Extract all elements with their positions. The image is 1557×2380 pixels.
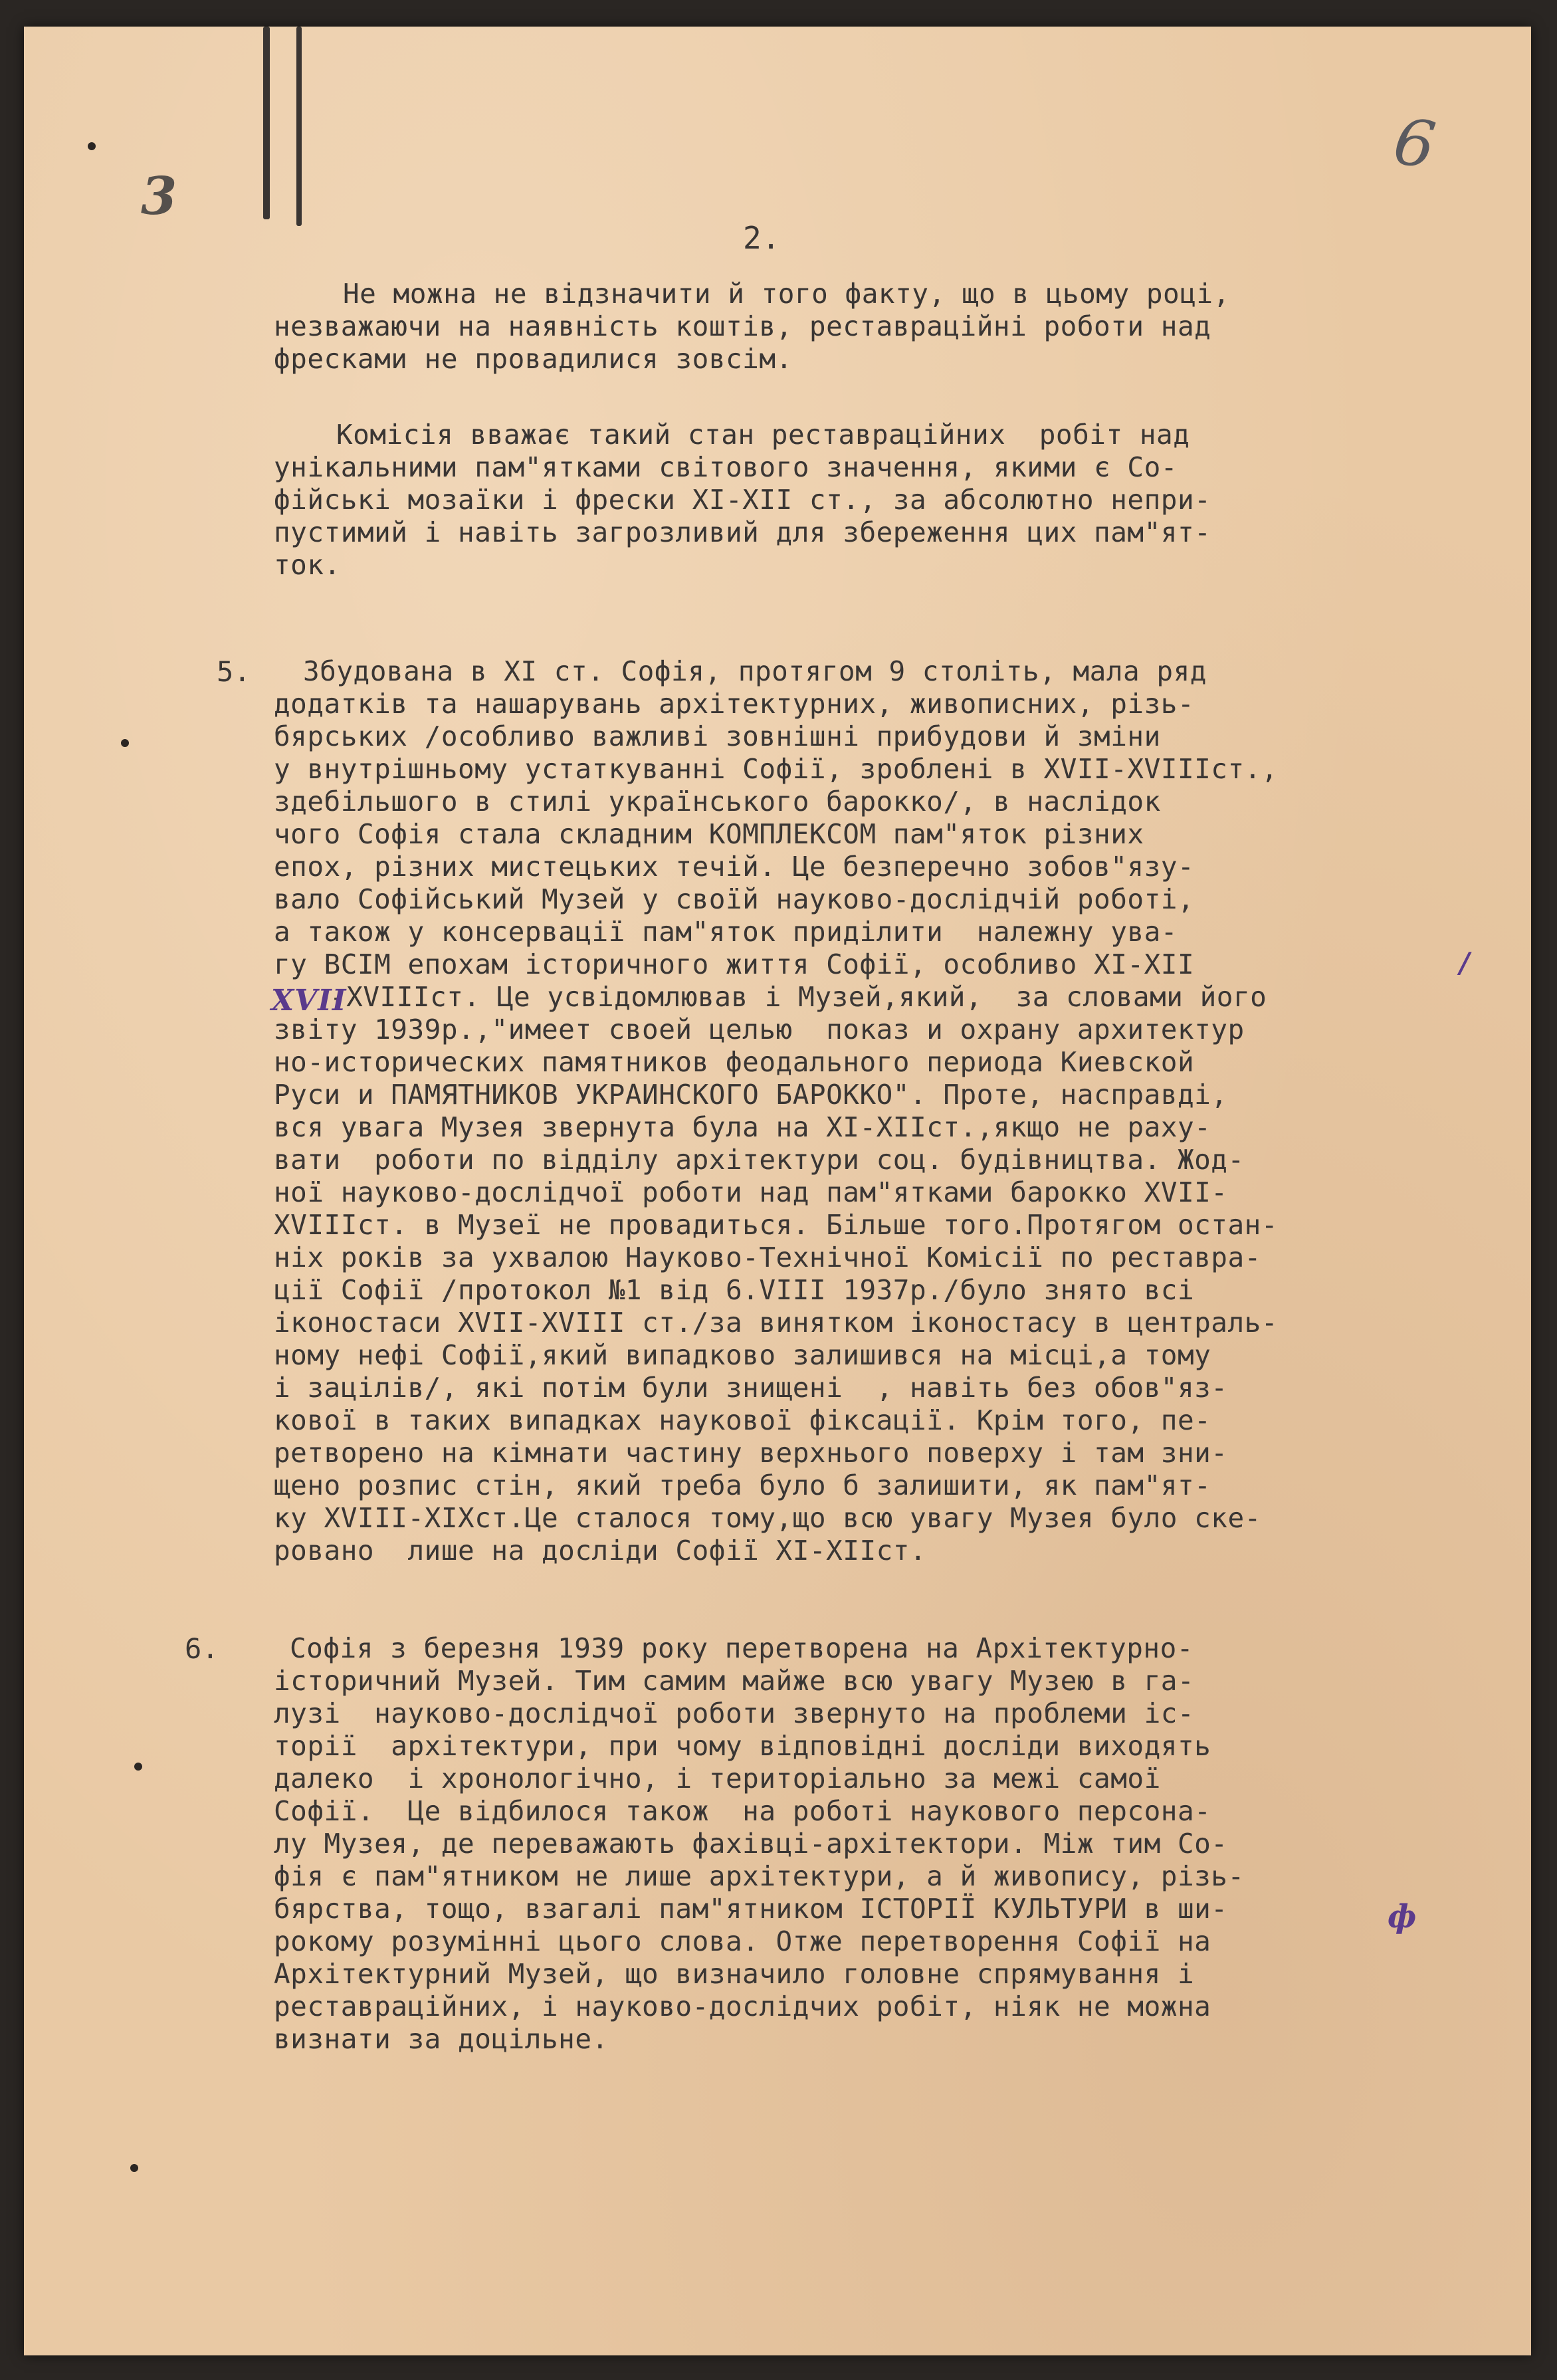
text-line: історичний Музей. Тим самим майже всю увагу Музею в га- <box>274 1665 1195 1697</box>
crossed-number-stroke <box>296 27 302 226</box>
text-line: і зацілів/, які потім були знищені , навіть без обов"яз- <box>274 1372 1228 1404</box>
text-line: гу ВСІМ епохам історичного життя Софії, особливо XI-XII <box>274 948 1195 980</box>
text-line: Софія з березня 1939 року перетворена на Архітектурно- <box>290 1632 1194 1664</box>
crossed-number-stroke <box>263 27 270 219</box>
text-line: XVIIIст. в Музеї не провадиться. Більше того.Протягом остан- <box>274 1209 1279 1241</box>
text-line: пустимий і навіть загрозливий для збереження цих пам"ят- <box>274 516 1211 548</box>
handwritten-slash-mark: / <box>1459 946 1470 979</box>
text-line: унікальними пам"ятками світового значення, якими є Со- <box>274 451 1178 483</box>
item-number-5: 5. <box>217 655 251 688</box>
text-line: кової в таких випадках наукової фіксації. Крім того, пе- <box>274 1404 1211 1436</box>
text-line: ретворено на кімнати частину верхнього поверху і там зни- <box>274 1437 1228 1469</box>
text-line: ток. <box>274 549 341 581</box>
archival-page <box>24 27 1531 2355</box>
text-line: здебільшого в стилі українського барокко/, в наслідок <box>274 786 1161 817</box>
text-line: но-исторических памятников феодального периода Киевской <box>274 1046 1195 1078</box>
text-line: торії архітектури, при чому відповідні досліди виходять <box>274 1730 1211 1762</box>
text-line: незважаючи на наявність коштів, реставраційні роботи над <box>274 310 1211 342</box>
punch-hole <box>130 2164 138 2172</box>
text-line: Комісія вважає такий стан реставраційних робіт над <box>336 419 1190 451</box>
text-line: а також у консервації пам"яток приділити належну ува- <box>274 916 1178 948</box>
text-line: лу Музея, де переважають фахівці-архітектори. Між тим Со- <box>274 1828 1228 1860</box>
text-line: ції Софії /протокол №1 від 6.VIII 1937р./було знято всі <box>274 1274 1195 1306</box>
handwritten-folio-number: 6 <box>1389 104 1440 183</box>
text-line: додатків та нашарувань архітектурних, живописних, різь- <box>274 688 1195 720</box>
text-line: ровано лише на досліди Софії XI-XIIст. <box>274 1535 927 1567</box>
text-line: вати роботи по відділу архітектури соц. будівництва. Жод- <box>274 1144 1245 1176</box>
text-line: фресками не провадилися зовсім. <box>274 343 793 375</box>
item-number-6: 6. <box>185 1632 219 1665</box>
text-line: реставраційних, і науково-дослідчих робіт, ніяк не можна <box>274 1991 1211 2022</box>
text-line: ному нефі Софії,який випадково залишився на місці,а тому <box>274 1339 1211 1371</box>
punch-hole <box>121 739 129 747</box>
text-line: бярських /особливо важливі зовнішні прибудови й зміни <box>274 720 1161 752</box>
text-line: чого Софія стала складним КОМПЛЕКСОМ пам"яток різних <box>274 818 1144 850</box>
text-line: далеко і хронологічно, і територіально за межі самої <box>274 1763 1161 1794</box>
text-line: щено розпис стін, який треба було б залишити, як пам"ят- <box>274 1469 1211 1501</box>
page-number: 2. <box>743 220 781 256</box>
text-line: звіту 1939р.,"имеет своей целью показ и охрану архитектур <box>274 1014 1245 1045</box>
text-line: Софії. Це відбилося також на роботі наукового персона- <box>274 1795 1211 1827</box>
text-line: визнати за доцільне. <box>274 2023 609 2055</box>
text-line: фія є пам"ятником не лише архітектури, а й живопису, різь- <box>274 1860 1245 1892</box>
text-line: рокому розумінні цього слова. Отже перетворення Софії на <box>274 1925 1211 1957</box>
punch-hole <box>134 1763 142 1771</box>
text-line: ної науково-дослідчої роботи над пам"ятками барокко XVII- <box>274 1176 1228 1208</box>
text-line: Архітектурний Музей, що визначило головне спрямування і <box>274 1958 1195 1990</box>
text-line: лузі науково-дослідчої роботи звернуто на проблеми іс- <box>274 1697 1195 1729</box>
text-line: вало Софійський Музей у своїй науково-дослідчій роботі, <box>274 883 1195 915</box>
text-line: ніх років за ухвалою Науково-Технічної Комісії по реставра- <box>274 1242 1261 1273</box>
text-line: Збудована в XI ст. Софія, протягом 9 століть, мала ряд <box>303 655 1207 687</box>
text-line: вся увага Музея звернута була на XI-XIIст.,якщо не раху- <box>274 1111 1211 1143</box>
crossed-old-number: 3 <box>141 166 177 227</box>
punch-hole <box>88 142 96 150</box>
handwritten-roman-numeral: XVII <box>271 984 347 1018</box>
handwritten-correction-mark: ф <box>1388 1898 1417 1935</box>
text-line: бярства, тощо, взагалі пам"ятником ІСТОРІЇ КУЛЬТУРИ в ши- <box>274 1893 1228 1925</box>
text-line: Не можна не відзначити й того факту, що в цьому році, <box>343 278 1230 310</box>
text-line: ку XVIII-XIXст.Це сталося тому,що всю увагу Музея було ске- <box>274 1502 1261 1534</box>
text-line: Руси и ПАМЯТНИКОВ УКРАИНСКОГО БАРОККО". Проте, насправді, <box>274 1079 1228 1111</box>
text-line: епох, різних мистецьких течій. Це безперечно зобов"язу- <box>274 851 1195 883</box>
text-line: у внутрішньому устаткуванні Софії, зроблені в XVII-XVIIIст., <box>274 753 1279 785</box>
text-line: фійські мозаїки і фрески XI-XII ст., за абсолютно непри- <box>274 484 1211 516</box>
text-line: іконостаси XVII-XVIII ст./за винятком іконостасу в централь- <box>274 1307 1279 1339</box>
text-line: -XVIIIст. Це усвідомлював і Музей,який, за словами його <box>330 981 1267 1013</box>
